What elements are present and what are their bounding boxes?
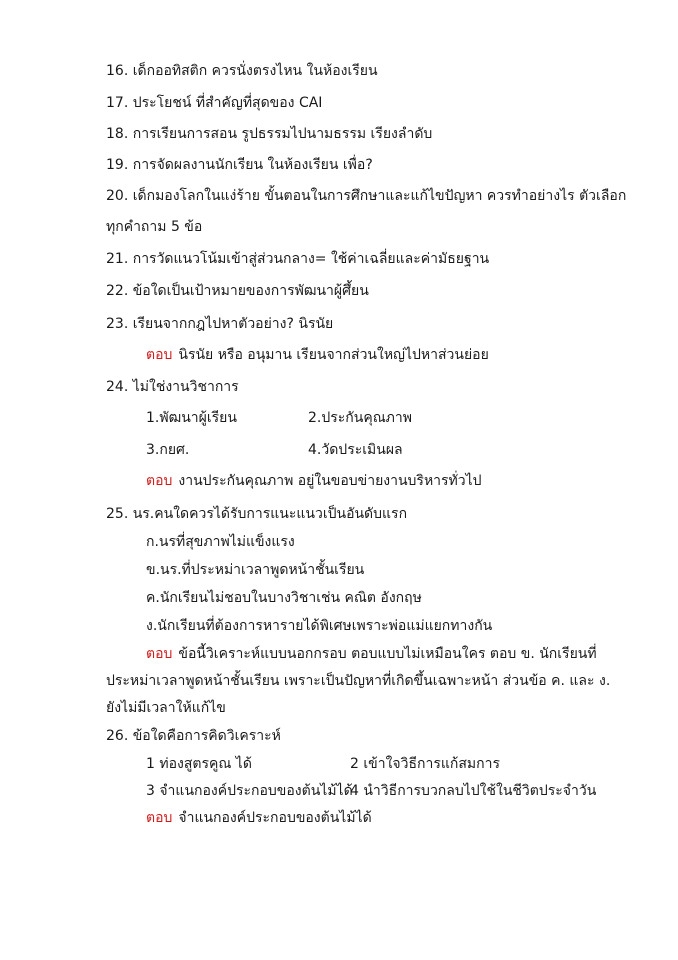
q25-option-2: ข.นร.ที่ประหม่าเวลาพูดหน้าชั้นเรียน: [146, 562, 365, 578]
question-25: 25. นร.คนใดควรได้รับการแนะแนวเป็นอันดับแรก: [106, 506, 408, 522]
answer-label: ตอบ: [146, 810, 173, 826]
answer-26: [146, 809, 372, 827]
question-20-line-1: 20. เด็กมองโลกในแง่ร้าย ขั้นตอนในการศึกษาและแก้ไขปัญหา ควรทำอย่างไร ตัวเลือก: [106, 188, 627, 204]
q25-option-4: ง.นักเรียนที่ต้องการหารายได้พิเศษเพราะพ่อแม่แยกทางกัน: [146, 618, 493, 634]
q24-option-3: 3.กยศ.: [146, 442, 190, 458]
answer-label: ตอบ: [146, 646, 173, 662]
q24-option-1: 1.พัฒนาผู้เรียน: [146, 410, 237, 426]
q26-option-4: 4 นำวิธีการบวกลบไปใช้ในชีวิตประจำวัน: [350, 783, 597, 799]
answer-text: ข้อนี้วิเคราะห์แบบนอกกรอบ ตอบแบบไม่เหมือนใคร ตอบ ข. นักเรียนที่: [178, 646, 597, 662]
answer-text: นิรนัย หรือ อนุมาน เรียนจากส่วนใหญ่ไปหาส่วนย่อย: [178, 347, 489, 363]
question-17: 17. ประโยชน์ ที่สำคัญที่สุดของ CAI: [106, 95, 323, 111]
question-19: 19. การจัดผลงานนักเรียน ในห้องเรียน เพื่อ?: [106, 157, 373, 173]
answer-label: ตอบ: [146, 347, 173, 363]
answer-23: [146, 346, 489, 364]
question-21: 21. การวัดแนวโน้มเข้าสู่ส่วนกลาง= ใช้ค่าเฉลี่ยและค่ามัธยฐาน: [106, 251, 490, 267]
question-18: 18. การเรียนการสอน รูปธรรมไปนามธรรม เรียงลำดับ: [106, 126, 433, 142]
answer-text: จำแนกองค์ประกอบของต้นไม้ได้: [178, 810, 372, 826]
question-16: 16. เด็กออทิสติก ควรนั่งตรงไหน ในห้องเรียน: [106, 63, 378, 79]
question-22: 22. ข้อใดเป็นเป้าหมายของการพัฒนาผู้ศึ้ยน: [106, 283, 369, 299]
q26-option-2: 2 เข้าใจวิธีการแก้สมการ: [350, 756, 501, 772]
answer-25-line-3: ยังไม่มีเวลาให้แก้ไข: [106, 700, 226, 716]
question-26: 26. ข้อใดคือการคิดวิเคราะห์: [106, 728, 281, 744]
answer-25-line-1: [146, 645, 597, 663]
answer-24: [146, 472, 482, 490]
q24-option-2: 2.ประกันคุณภาพ: [308, 410, 413, 426]
q25-option-1: ก.นรที่สุขภาพไม่แข็งแรง: [146, 534, 295, 550]
q25-option-3: ค.นักเรียนไม่ชอบในบางวิชาเช่น คณิต อังกฤษ: [146, 590, 422, 606]
question-23: 23. เรียนจากกฎไปหาตัวอย่าง? นิรนัย: [106, 316, 334, 332]
answer-label: ตอบ: [146, 473, 173, 489]
question-24: 24. ไม่ใช่งานวิชาการ: [106, 379, 239, 395]
q26-option-1: 1 ท่องสูตรคูณ ได้: [146, 756, 252, 772]
answer-25-line-2: ประหม่าเวลาพูดหน้าชั้นเรียน เพราะเป็นปัญหาที่เกิดขึ้นเฉพาะหน้า ส่วนข้อ ค. และ ง.: [106, 673, 611, 689]
q24-option-4: 4.วัดประเมินผล: [308, 442, 403, 458]
q26-option-3: 3 จำแนกองค์ประกอบของต้นไม้ได้: [146, 783, 353, 799]
question-20-line-2: ทุกคำถาม 5 ข้อ: [106, 219, 203, 235]
answer-text: งานประกันคุณภาพ อยู่ในขอบข่ายงานบริหารทั่วไป: [178, 473, 482, 489]
